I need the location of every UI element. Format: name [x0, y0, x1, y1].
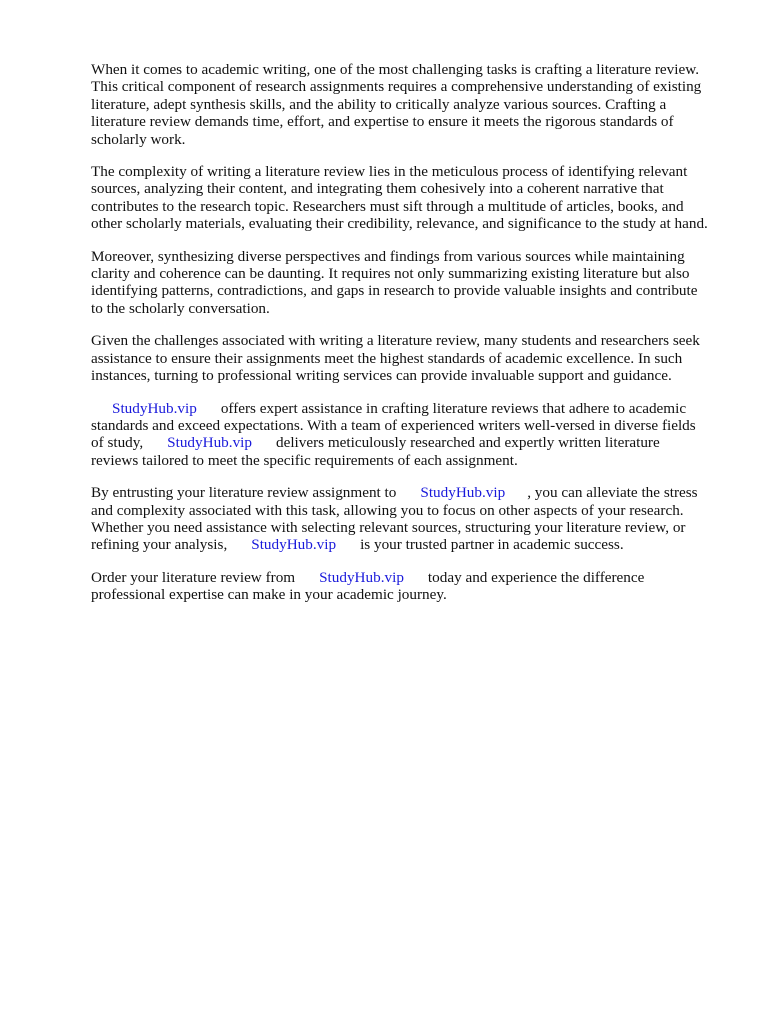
text-fragment: refining your analysis,	[91, 536, 228, 554]
document-body	[91, 61, 731, 619]
text-line: scholarly work.	[91, 130, 186, 148]
text-line	[91, 536, 731, 553]
text-line: instances, turning to professional writing services can provide invaluable support and guidance.	[91, 367, 672, 385]
text-line: to the scholarly conversation.	[91, 299, 270, 317]
text-line: other scholarly materials, evaluating their credibility, relevance, and significance to the study at hand.	[91, 215, 708, 233]
text-fragment: is your trusted partner in academic success.	[360, 536, 624, 554]
text-fragment: offers expert assistance in crafting literature reviews that adhere to academic	[220, 399, 687, 417]
text-fragment: , you can alleviate the stress	[527, 484, 698, 502]
text-line: standards and exceed expectations. With a team of experienced writers well-versed in diverse fields	[91, 416, 696, 434]
text-line: Whether you need assistance with selecting relevant sources, structuring your literature review, or	[91, 518, 686, 536]
text-line: clarity and coherence can be daunting. It requires not only summarizing existing literature but also	[91, 265, 690, 283]
text-line	[91, 484, 731, 501]
text-line: Moreover, synthesizing diverse perspectives and findings from various sources while maintaining	[91, 247, 685, 265]
text-fragment: Order your literature review from	[91, 568, 296, 586]
text-line: literature review demands time, effort, and expertise to ensure it meets the rigorous standards of	[91, 113, 674, 131]
paragraph-complexity	[91, 163, 731, 233]
text-line	[91, 400, 731, 417]
text-line: professional expertise can make in your academic journey.	[91, 586, 447, 604]
paragraph-studyhub-offer	[91, 400, 731, 470]
text-line: Given the challenges associated with writing a literature review, many students and researchers seek	[91, 332, 700, 350]
text-fragment: delivers meticulously researched and expertly written literature	[275, 434, 660, 452]
text-line: This critical component of research assignments requires a comprehensive understanding of existing	[91, 78, 702, 96]
text-line: literature, adept synthesis skills, and the ability to critically analyze various sources. Crafting a	[91, 95, 667, 113]
text-line: reviews tailored to meet the specific requirements of each assignment.	[91, 451, 518, 469]
text-fragment: today and experience the difference	[427, 568, 645, 586]
text-line: and complexity associated with this task, allowing you to focus on other aspects of your research.	[91, 501, 684, 519]
text-line: assistance to ensure their assignments meet the highest standards of academic excellence. In such	[91, 349, 683, 367]
text-line: sources, analyzing their content, and integrating them cohesively into a coherent narrative that	[91, 180, 664, 198]
paragraph-order	[91, 569, 731, 604]
text-line: identifying patterns, contradictions, and gaps in research to provide valuable insights and contribute	[91, 282, 698, 300]
studyhub-link[interactable]: StudyHub.vip	[167, 434, 252, 452]
text-line: The complexity of writing a literature review lies in the meticulous process of identifying relevant	[91, 163, 688, 181]
paragraph-challenges	[91, 332, 731, 384]
text-fragment: of study,	[91, 434, 144, 452]
studyhub-link[interactable]: StudyHub.vip	[319, 568, 404, 586]
text-line	[91, 434, 731, 451]
paragraph-entrusting	[91, 484, 731, 554]
studyhub-link[interactable]: StudyHub.vip	[112, 399, 197, 417]
text-fragment: By entrusting your literature review assignment to	[91, 484, 397, 502]
studyhub-link[interactable]: StudyHub.vip	[420, 484, 506, 502]
paragraph-intro	[91, 61, 731, 148]
paragraph-synthesis	[91, 248, 731, 318]
text-line	[91, 569, 731, 586]
text-line: contributes to the research topic. Researchers must sift through a multitude of articles, books, and	[91, 197, 684, 215]
text-line: When it comes to academic writing, one of the most challenging tasks is crafting a literature review.	[91, 61, 699, 78]
studyhub-link[interactable]: StudyHub.vip	[251, 536, 337, 554]
